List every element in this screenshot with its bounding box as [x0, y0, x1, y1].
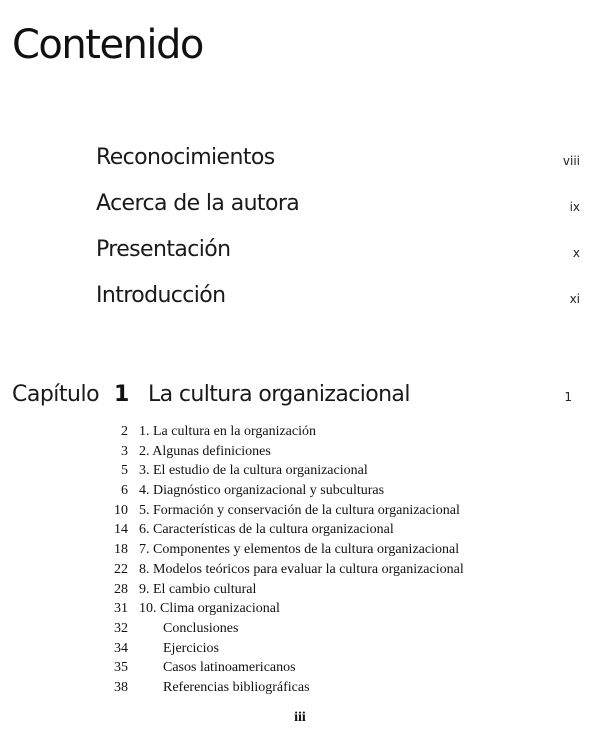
section-item[interactable]: [0, 503, 600, 523]
section-page: 10: [114, 502, 128, 518]
section-text: Conclusiones: [163, 620, 239, 636]
front-matter-label: Reconocimientos: [96, 145, 275, 170]
section-item[interactable]: [0, 483, 600, 503]
section-item[interactable]: [0, 424, 600, 444]
chapter-title: La cultura organizacional: [148, 382, 410, 407]
page-title: Contenido: [12, 22, 203, 68]
section-page: 32: [114, 620, 128, 636]
section-item[interactable]: [0, 562, 600, 582]
section-page: 2: [121, 424, 128, 439]
section-text: 6. Características de la cultura organizacional: [139, 522, 394, 538]
front-matter-item-acerca[interactable]: [0, 191, 600, 237]
front-matter-list: [0, 145, 600, 329]
section-text: 10. Clima organizacional: [139, 601, 280, 617]
section-item[interactable]: [0, 601, 600, 621]
chapter-heading[interactable]: [0, 382, 600, 414]
section-text: 8. Modelos teóricos para evaluar la cultura organizacional: [139, 561, 464, 577]
section-page: 6: [121, 483, 128, 499]
section-page: 38: [114, 679, 128, 695]
section-text: 4. Diagnóstico organizacional y subculturas: [139, 483, 385, 499]
section-item[interactable]: [0, 444, 600, 464]
section-item[interactable]: [0, 582, 600, 602]
section-item[interactable]: [0, 621, 600, 641]
front-matter-page: viii: [562, 154, 580, 168]
section-item[interactable]: [0, 680, 600, 700]
front-matter-label: Introducción: [96, 283, 226, 308]
front-matter-label: Acerca de la autora: [96, 191, 300, 216]
section-text: 7. Componentes y elementos de la cultura organizacional: [139, 542, 460, 558]
section-text: 9. El cambio cultural: [139, 581, 257, 597]
section-item[interactable]: [0, 463, 600, 483]
section-item[interactable]: [0, 660, 600, 680]
section-page: 22: [114, 561, 128, 577]
section-item[interactable]: [0, 641, 600, 661]
chapter-page: 1: [564, 390, 572, 404]
section-page: 14: [114, 522, 128, 538]
section-text: Referencias bibliográficas: [163, 679, 310, 695]
front-matter-item-reconocimientos[interactable]: [0, 145, 600, 191]
section-page: 3: [121, 443, 128, 459]
section-list: [0, 424, 600, 700]
section-text: 1. La cultura en la organización: [139, 424, 316, 439]
chapter-word: Capítulo: [12, 382, 100, 407]
section-text: Ejercicios: [163, 640, 219, 656]
section-text: Casos latinoamericanos: [163, 660, 296, 676]
section-page: 5: [121, 463, 128, 479]
front-matter-page: xi: [569, 292, 580, 306]
section-page: 28: [114, 581, 128, 597]
section-item[interactable]: [0, 542, 600, 562]
front-matter-page: x: [572, 246, 580, 260]
front-matter-item-introduccion[interactable]: [0, 283, 600, 329]
section-item[interactable]: [0, 522, 600, 542]
front-matter-label: Presentación: [96, 237, 231, 262]
section-page: 35: [114, 660, 128, 676]
section-text: 2. Algunas definiciones: [139, 443, 271, 459]
section-page: 31: [114, 601, 128, 617]
front-matter-item-presentacion[interactable]: [0, 237, 600, 283]
section-page: 18: [114, 542, 128, 558]
section-text: 3. El estudio de la cultura organizacional: [139, 463, 368, 479]
chapter-number: 1: [114, 382, 130, 407]
section-page: 34: [114, 640, 128, 656]
section-text: 5. Formación y conservación de la cultura organizacional: [139, 502, 460, 518]
front-matter-page: ix: [569, 200, 580, 214]
page-folio: iii: [294, 710, 306, 725]
